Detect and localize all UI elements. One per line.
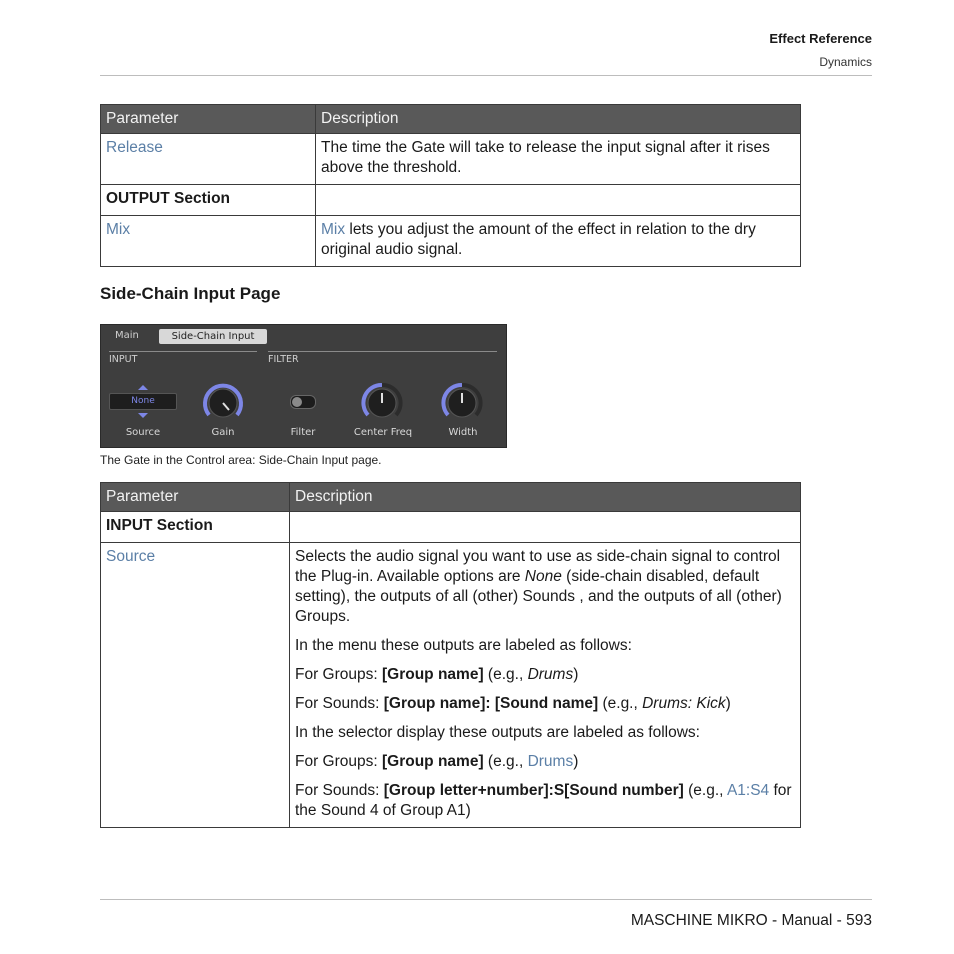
gain-knob[interactable] <box>199 379 247 427</box>
table-row <box>101 543 801 828</box>
param-mix-link[interactable]: Mix <box>106 221 131 238</box>
footer-rule <box>100 899 872 900</box>
table-header-row <box>101 483 801 512</box>
filter-section-label: FILTER <box>268 354 299 365</box>
parameter-table-input <box>100 482 801 828</box>
tab-main[interactable]: Main <box>115 330 139 341</box>
desc-paragraph: For Groups: [Group name] (e.g., Drums) <box>295 666 579 683</box>
section-heading: Side-Chain Input Page <box>100 284 281 303</box>
desc-paragraph: In the menu these outputs are labeled as follows: <box>295 637 632 654</box>
col-header-description: Description <box>316 105 801 134</box>
desc-paragraph: For Sounds: [Group letter+number]:S[Sound number] (e.g., A1:S4 for the Sound 4 of Group A1) <box>295 782 792 819</box>
source-down-arrow-icon[interactable] <box>138 413 148 418</box>
mix-desc-text: lets you adjust the amount of the effect in relation to the dry original audio signal. <box>321 221 756 258</box>
center-freq-label: Center Freq <box>353 427 413 438</box>
table-header-row <box>101 105 801 134</box>
drums-display-link[interactable]: Drums <box>527 753 574 770</box>
a1s4-display-link[interactable]: A1:S4 <box>726 782 770 799</box>
input-section-label: INPUT <box>109 354 138 365</box>
page-footer: MASCHINE MIKRO - Manual - 593 <box>630 912 872 929</box>
source-selector[interactable]: None <box>109 393 177 410</box>
col-header-description: Description <box>290 483 801 512</box>
header-title: Effect Reference <box>769 31 872 46</box>
source-label: Source <box>125 427 161 438</box>
filter-section-line <box>268 351 497 352</box>
filter-toggle[interactable] <box>290 395 316 409</box>
table-row <box>101 216 801 267</box>
width-knob[interactable] <box>438 379 486 427</box>
release-description: The time the Gate will take to release the input signal after it rises above the threshold. <box>316 134 801 185</box>
desc-paragraph: In the selector display these outputs are labeled as follows: <box>295 724 700 741</box>
table-row <box>101 512 801 543</box>
mix-description <box>316 216 801 267</box>
gain-label: Gain <box>211 427 235 438</box>
gate-plugin-panel <box>100 324 507 448</box>
figure-caption: The Gate in the Control area: Side-Chain Input page. <box>100 453 382 467</box>
col-header-parameter: Parameter <box>101 483 290 512</box>
table-row <box>101 185 801 216</box>
tab-side-chain-input[interactable]: Side-Chain Input <box>159 329 267 344</box>
desc-paragraph: Selects the audio signal you want to use as side-chain signal to control the Plug-in. Available options are None (side-chain disabled, default setting), the outputs of all (other) Sounds , and the outputs of all (other) Groups. <box>295 548 782 625</box>
parameter-table-output <box>100 104 801 267</box>
header-rule <box>100 75 872 76</box>
table-row <box>101 134 801 185</box>
mix-inline-link[interactable]: Mix <box>321 221 346 238</box>
output-section-label: OUTPUT Section <box>101 185 316 216</box>
center-freq-knob[interactable] <box>358 379 406 427</box>
desc-paragraph: For Groups: [Group name] (e.g., Drums) <box>295 753 579 770</box>
header-subtitle: Dynamics <box>819 55 872 69</box>
width-label: Width <box>448 427 478 438</box>
param-source-link[interactable]: Source <box>106 548 156 565</box>
source-description <box>290 543 801 828</box>
filter-label: Filter <box>290 427 316 438</box>
col-header-parameter: Parameter <box>101 105 316 134</box>
param-release-link[interactable]: Release <box>106 139 163 156</box>
empty-cell <box>290 512 801 543</box>
empty-cell <box>316 185 801 216</box>
input-section-line <box>109 351 257 352</box>
toggle-knob <box>292 397 302 407</box>
input-section-label: INPUT Section <box>101 512 290 543</box>
source-up-arrow-icon[interactable] <box>138 385 148 390</box>
desc-paragraph: For Sounds: [Group name]: [Sound name] (e.g., Drums: Kick) <box>295 695 731 712</box>
